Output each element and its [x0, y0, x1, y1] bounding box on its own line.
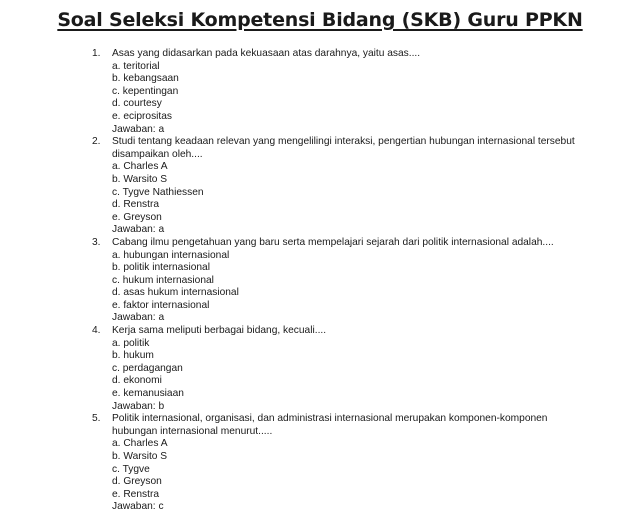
question-list: [0, 48, 640, 514]
question-stem: [0, 48, 640, 61]
question-2: [0, 136, 640, 237]
option-e: e. kemanusiaan: [112, 388, 184, 400]
answer-key: Jawaban: c: [112, 501, 164, 513]
option-e: e. Greyson: [112, 211, 162, 223]
option-c: c. hukum internasional: [112, 274, 214, 286]
option-e: e. eciprositas: [112, 110, 173, 122]
question-stem: [0, 325, 640, 338]
option-d: d. ekonomi: [112, 375, 162, 387]
question-4: [0, 325, 640, 413]
option-d: d. courtesy: [112, 98, 162, 110]
question-text: Asas yang didasarkan pada kekuasaan atas darahnya, yaitu asas....: [112, 48, 421, 59]
question-number: 5.: [92, 413, 101, 425]
option-e: e. faktor internasional: [112, 299, 210, 311]
option-b: b. Warsito S: [112, 173, 168, 185]
option-e: e. Renstra: [112, 488, 159, 500]
question-stem: [0, 237, 640, 250]
option-b: b. Warsito S: [112, 451, 168, 462]
question-5: [0, 413, 640, 514]
option-d: d. asas hukum internasional: [112, 287, 239, 299]
option-a: a. teritorial: [112, 60, 160, 72]
question-number: 2.: [92, 136, 101, 148]
option-b: b. politik internasional: [112, 262, 210, 274]
option-c: c. perdagangan: [112, 362, 183, 374]
question-text: Politik internasional, organisasi, dan administrasi internasional merupakan komponen-komponen hubungan internasional menurut.....: [112, 413, 548, 437]
page-title: [0, 8, 640, 32]
option-d: d. Greyson: [112, 476, 162, 488]
option-b: b. kebangsaan: [112, 73, 179, 85]
question-stem: [0, 413, 640, 438]
option-a: a. hubungan internasional: [112, 249, 230, 261]
question-number: 3.: [92, 236, 101, 248]
option-a: a. politik: [112, 337, 150, 349]
option-d: d. Renstra: [112, 199, 159, 211]
answer-key: Jawaban: b: [112, 400, 165, 412]
question-text: Studi tentang keadaan relevan yang mengelilingi interaksi, pengertian hubungan internasional tersebut disampaikan oleh....: [112, 136, 575, 160]
option-a: a. Charles A: [112, 161, 168, 173]
answer-key: Jawaban: a: [112, 224, 165, 236]
page-title-text: Soal Seleksi Kompetensi Bidang (SKB) Guru PPKN: [57, 9, 583, 31]
option-b: b. hukum: [112, 350, 154, 362]
option-c: c. kepentingan: [112, 85, 179, 97]
option-a: a. Charles A: [112, 438, 168, 450]
question-number: 4.: [92, 325, 101, 337]
question-stem: [0, 136, 640, 161]
answer-key: Jawaban: a: [112, 312, 165, 324]
answer-key: Jawaban: a: [112, 123, 165, 135]
option-c: c. Tygve: [112, 463, 150, 475]
question-3: [0, 237, 640, 325]
question-1: [0, 48, 640, 136]
question-number: 1.: [92, 48, 101, 59]
question-text: Cabang ilmu pengetahuan yang baru serta mempelajari sejarah dari politik internasional adalah....: [112, 236, 554, 248]
question-text: Kerja sama meliputi berbagai bidang, kecuali....: [112, 325, 327, 337]
option-c: c. Tygve Nathiessen: [112, 186, 204, 198]
